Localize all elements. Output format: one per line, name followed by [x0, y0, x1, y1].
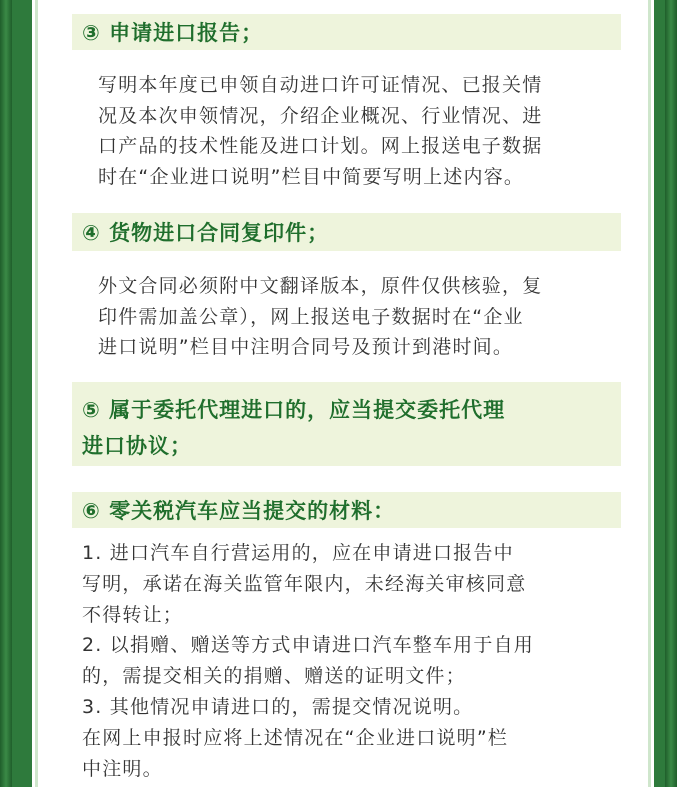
section-3-heading-text: ③ 申请进口报告； — [82, 21, 264, 45]
text-line: 进口说明”栏目中注明合同号及预计到港时间。 — [98, 336, 514, 358]
section-5-heading — [72, 382, 621, 466]
text-line: 不得转让； — [82, 603, 184, 626]
section-6-heading-text: ⑥ 零关税汽车应当提交的材料： — [82, 499, 396, 523]
section-4-heading-text: ④ 货物进口合同复印件； — [82, 221, 330, 245]
text-line: 口产品的技术性能及进口计划。网上报送电子数据 — [98, 135, 543, 157]
left-frame-border — [0, 0, 12, 787]
text-line: 在网上申报时应将上述情况在“企业进口说明”栏 — [82, 726, 509, 749]
text-line: 2. 以捐赠、赠送等方式申请进口汽车整车用于自用 — [82, 634, 534, 657]
document-page — [38, 0, 648, 787]
section-6-body — [82, 538, 534, 784]
text-line: 时在“企业进口说明”栏目中简要写明上述内容。 — [98, 165, 525, 188]
text-line: 的，需提交相关的捐赠、赠送的证明文件； — [82, 665, 466, 688]
section-4-heading — [72, 213, 621, 251]
section-5-heading-line: ⑤ 属于委托代理进口的，应当提交委托代理 — [82, 398, 506, 422]
text-line: 3. 其他情况申请进口的，需提交情况说明。 — [82, 695, 474, 718]
section-3-heading — [72, 14, 621, 50]
text-line: 写明，承诺在海关监管年限内，未经海关审核同意 — [82, 572, 527, 595]
right-frame-border — [665, 0, 677, 787]
section-6-heading — [72, 492, 621, 528]
text-line: 况及本次申领情况，介绍企业概况、行业情况、进 — [98, 104, 543, 127]
section-3-body — [98, 70, 542, 192]
section-4-body — [98, 271, 542, 363]
section-5-heading-line: 进口协议； — [82, 434, 192, 458]
text-line: 中注明。 — [82, 757, 163, 780]
text-line: 外文合同必须附中文翻译版本，原件仅供核验，复 — [98, 275, 543, 297]
text-line: 写明本年度已申领自动进口许可证情况、已报关情 — [98, 74, 543, 96]
text-line: 1. 进口汽车自行营运用的，应在申请进口报告中 — [82, 542, 514, 564]
text-line: 印件需加盖公章），网上报送电子数据时在“企业 — [98, 305, 524, 328]
